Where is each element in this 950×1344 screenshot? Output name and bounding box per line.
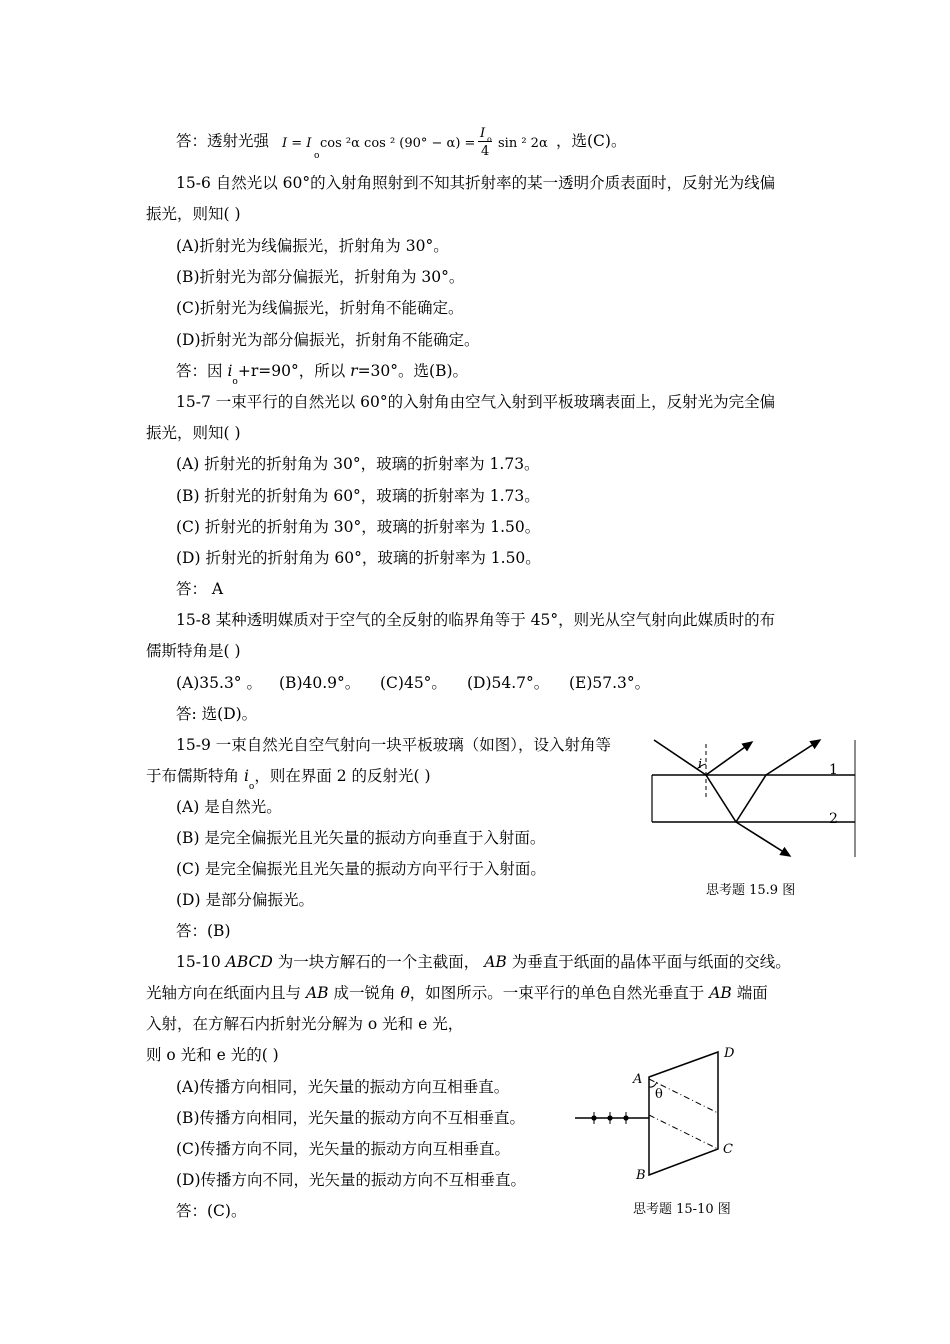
answer-r: r	[350, 362, 358, 380]
q15-9-option-a: (A) 是自然光。	[176, 798, 282, 816]
label-C: C	[723, 1142, 733, 1157]
stem-b: ，则在界面 2 的反射光( )	[254, 767, 431, 785]
formula-sub	[314, 146, 319, 166]
q15-10-line-2	[146, 983, 768, 1003]
frac-num-sub: o	[487, 135, 492, 144]
formula	[282, 134, 311, 154]
figure-15-10-caption: 思考题 15-10 图	[633, 1202, 731, 1217]
text-b: 为垂直于纸面的晶体平面与纸面的交线。	[511, 953, 791, 971]
q15-10-line-1	[176, 952, 791, 972]
q15-10-option-d: (D)传播方向不同，光矢量的振动方向不互相垂直。	[176, 1171, 527, 1189]
q15-8-option-e: (E)57.3°。	[569, 674, 651, 692]
stem-var: i	[243, 767, 249, 785]
stem-a: 于布儒斯特角	[146, 767, 240, 785]
answer-lead: 答：因	[176, 362, 223, 380]
q15-6-stem-1: 15-6 自然光以 60°的入射角照射到不知其折射率的某一透明介质表面时，反射光为线偏	[176, 174, 776, 192]
stem-sub: o	[248, 782, 255, 792]
q15-9-option-d: (D) 是部分偏振光。	[176, 891, 314, 909]
q15-10-option-c: (C)传播方向不同，光矢量的振动方向互相垂直。	[176, 1140, 510, 1158]
q15-9-answer: 答：(B)	[176, 922, 231, 940]
formula-mid-text: cos ²α cos ² (90° − α) =	[320, 136, 476, 151]
q15-7-stem-2: 振光，则知( )	[146, 424, 241, 442]
label-B: B	[636, 1168, 646, 1183]
ab: AB	[484, 953, 507, 971]
reflected-ray-2	[736, 775, 766, 822]
q15-9-stem-1: 15-9 一束自然光自空气射向一块平板玻璃（如图），设入射角等	[176, 736, 612, 754]
q15-10-line-4: 则 o 光和 e 光的( )	[146, 1046, 279, 1064]
q15-8-option-b: (B)40.9°。	[279, 674, 361, 692]
q15-6-answer	[176, 361, 469, 387]
exit-ray	[766, 740, 820, 775]
q15-5-answer	[176, 131, 269, 151]
q15-8-option-d: (D)54.7°。	[467, 674, 550, 692]
formula-sub-o: o	[314, 151, 320, 161]
q15-8-stem-1: 15-8 某种透明媒质对于空气的全反射的临界角等于 45°，则光从空气射向此媒质时的布	[176, 611, 776, 629]
q15-6-option-c: (C)折射光为线偏振光，折射角不能确定。	[176, 299, 464, 317]
answer-sub: o	[232, 377, 238, 387]
q15-8-stem-2: 儒斯特角是( )	[146, 642, 241, 660]
refracted-ray	[706, 775, 736, 822]
q15-10-option-b: (B)传播方向相同，光矢量的振动方向不互相垂直。	[176, 1109, 525, 1127]
answer-tail: =30°。选(B)。	[357, 362, 469, 380]
q15-7-option-a: (A) 折射光的折射角为 30°，玻璃的折射率为 1.73。	[176, 455, 540, 473]
answer-lead: 答：透射光强	[176, 132, 270, 150]
q15-6-option-d: (D)折射光为部分偏振光，折射角不能确定。	[176, 331, 480, 349]
q15-7-stem-1: 15-7 一束平行的自然光以 60°的入射角由空气入射到平板玻璃表面上，反射光为完全偏	[176, 393, 776, 411]
q15-10-answer: 答：(C)。	[176, 1202, 247, 1220]
formula-frac-den	[481, 142, 489, 162]
num: 15-10	[176, 953, 221, 971]
q15-10-option-a: (A)传播方向相同，光矢量的振动方向互相垂直。	[176, 1078, 510, 1096]
q15-8-option-c: (C)45°。	[380, 674, 447, 692]
q15-7-option-c: (C) 折射光的折射角为 30°，玻璃的折射率为 1.50。	[176, 518, 541, 536]
text-a: 光轴方向在纸面内且与	[146, 984, 302, 1002]
transmitted-ray	[736, 822, 790, 856]
formula-mid	[320, 134, 475, 154]
choice	[556, 131, 626, 151]
label-theta: θ	[655, 1087, 663, 1102]
formula-lhs: I = I	[282, 136, 312, 151]
figure-angle-label: i	[698, 757, 703, 772]
q15-7-option-d: (D) 折射光的折射角为 60°，玻璃的折射率为 1.50。	[176, 549, 541, 567]
answer-mid: +r=90°，所以	[237, 362, 346, 380]
ab: AB	[305, 984, 329, 1002]
q15-7-option-b: (B) 折射光的折射角为 60°，玻璃的折射率为 1.73。	[176, 487, 540, 505]
figure-label-1: 1	[829, 762, 838, 778]
choice-text: ，选(C)。	[556, 132, 627, 150]
optic-axis-2	[649, 1115, 718, 1149]
formula-tail	[498, 134, 548, 154]
q15-6-option-a: (A)折射光为线偏振光，折射角为 30°。	[176, 237, 449, 255]
q15-8-option-a: (A)35.3° 。	[176, 674, 262, 692]
text-a: 为一块方解石的一个主截面，	[277, 953, 480, 971]
abcd: ABCD	[225, 953, 273, 971]
q15-9-stem-2	[146, 766, 431, 792]
q15-9-option-c: (C) 是完全偏振光且光矢量的振动方向平行于入射面。	[176, 860, 546, 878]
answer-var: i	[227, 362, 233, 380]
label-A: A	[633, 1072, 643, 1087]
q15-9-option-b: (B) 是完全偏振光且光矢量的振动方向垂直于入射面。	[176, 829, 546, 847]
q15-6-option-b: (B)折射光为部分偏振光，折射角为 30°。	[176, 268, 465, 286]
ab2: AB	[709, 984, 732, 1002]
crystal-outline	[649, 1052, 718, 1175]
frac-den: 4	[481, 144, 490, 159]
figure-15-9	[640, 732, 870, 862]
reflected-ray-1	[706, 742, 752, 775]
label-D: D	[724, 1046, 735, 1061]
figure-label-2: 2	[829, 811, 838, 827]
q15-7-answer: 答： A	[176, 580, 224, 598]
theta: θ	[400, 984, 410, 1002]
text-c: ，如图所示。一束平行的单色自然光垂直于	[409, 984, 705, 1002]
q15-10-line-3: 入射，在方解石内折射光分解为 o 光和 e 光，	[146, 1015, 464, 1033]
q15-8-answer: 答: 选(D)。	[176, 705, 258, 723]
figure-15-9-caption: 思考题 15.9 图	[706, 883, 796, 898]
q15-6-stem-2: 振光，则知( )	[146, 205, 241, 223]
text-d: 端面	[736, 984, 768, 1002]
formula-tail-text: sin ² 2α	[498, 136, 548, 151]
text-b: 成一锐角	[333, 984, 396, 1002]
figure-15-10	[570, 1045, 750, 1185]
frac-num: I	[480, 126, 486, 141]
